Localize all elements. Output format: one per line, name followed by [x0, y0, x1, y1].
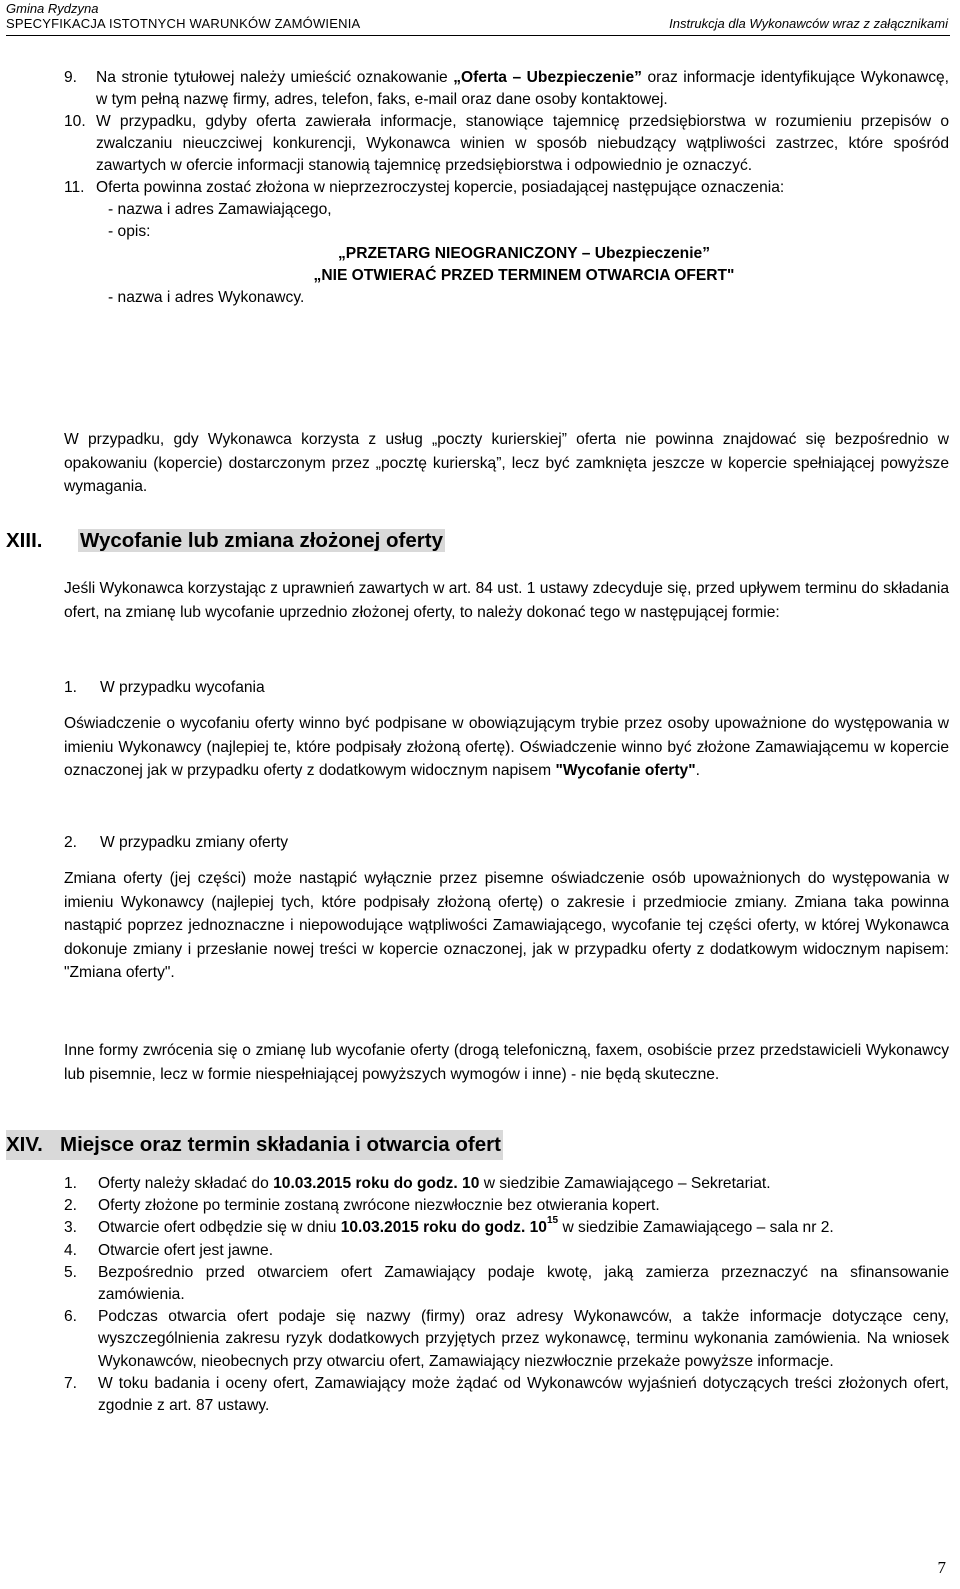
envelope-line-2: - opis:: [108, 223, 151, 240]
withdrawal-paragraph: Oświadczenie o wycofaniu oferty winno być podpisane w obowiązującym trybie przez osoby upoważnione do występowania w imieniu Wykonawcy (najlepiej te, które podpisały złożoną ofertę). Oświadczenie winno być złożone Zamawiającemu w kopercie oznaczonej jak w przypadku oferty z dodatkowym widocznym napisem "Wycofanie oferty".: [64, 715, 949, 779]
list-item-10: 10. W przypadku, gdyby oferta zawierała informacje, stanowiące tajemnicę przedsiębiorstwa w rozumieniu przepisów o zwalczaniu nieuczciwej konkurencji, Wykonawca winien w sposób niebudzący wątpliwości zastrzec, które spośród zawartych w ofercie informacji stanowią tajemnicę przedsiębiorstwa i odpowiednio je oznaczyć.: [64, 113, 949, 174]
list-item-7: 7. W toku badania i oceny ofert, Zamawiający może żądać od Wykonawców wyjaśnień dotyczących treści złożonych ofert, zgodnie z art. 87 ustawy.: [64, 1374, 949, 1415]
numbered-list-top: [64, 67, 949, 309]
list-item-11: 11. Oferta powinna zostać złożona w nieprzezroczystej kopercie, posiadającej następujące oznaczenia:: [64, 177, 949, 199]
courier-paragraph: W przypadku, gdy Wykonawca korzysta z usług „poczty kurierskiej” oferta nie powinna znajdować się bezpośrednio w opakowaniu (kopercie) dostarczonym przez „pocztę kurierską”, lecz być zamknięta jeszcze w kopercie spełniającej powyższe wymagania.: [64, 431, 949, 495]
list-item-9: 9. Na stronie tytułowej należy umieścić oznakowanie „Oferta – Ubezpieczenie” oraz informacje identyfikujące Wykonawcę, w tym pełną nazwę firmy, adres, telefon, faks, e-mail oraz dane osoby kontaktowej.: [64, 69, 949, 108]
numbered-list-xiv: [64, 1173, 949, 1417]
offer-marking: „Oferta – Ubezpieczenie”: [453, 69, 642, 86]
list-item-3: 3. Otwarcie ofert odbędzie się w dniu 10.03.2015 roku do godz. $10^{15}$ w siedzibie Zamawiającego – sala nr 2.: [64, 1215, 834, 1237]
header-section-title: Instrukcja dla Wykonawców wraz z załącznikami: [669, 16, 948, 31]
envelope-caption-2: „NIE OTWIERAĆ PRZED TERMINEM OTWARCIA OFERT": [313, 267, 735, 284]
modification-paragraph: Zmiana oferty (jej części) może nastąpić wyłącznie przez pisemne oświadczenie osób upoważnionych do występowania w imieniu Wykonawcy (najlepiej tych, które podpisały złożoną ofertę) o zakresie i przedmiocie zmiany. Zmiana taka powinna nastąpić poprzez jednoznaczne i niepowodujące wątpliwości Zamawiającego, wycofanie tej części oferty, w której Wykonawca dokonuje zmiany i przesłanie nowej treści w kopercie oznaczonej, jak w przypadku oferty z dodatkowym widocznym napisem: "Zmiana oferty".: [64, 870, 949, 981]
other-forms-paragraph: Inne formy zwrócenia się o zmianę lub wycofanie oferty (drogą telefoniczną, faxem, osobiście przez przedstawicieli Wykonawcy lub pisemnie, lecz w formie niespełniającej powyższych wymogów i inne) - nie będą skuteczne.: [64, 1042, 949, 1083]
envelope-line-1: - nazwa i adres Zamawiającego,: [108, 201, 332, 218]
section-number: XIV.: [6, 1133, 43, 1156]
section-title: Miejsce oraz termin składania i otwarcia ofert: [60, 1133, 501, 1156]
section-heading-xiv: [6, 1130, 503, 1160]
section-heading-xiii: [6, 526, 445, 556]
subsection-heading-2: 2. W przypadku zmiany oferty: [64, 834, 289, 851]
list-item-6: 6. Podczas otwarcia ofert podaje się nazwy (firmy) oraz adresy Wykonawców, a także informacje dotyczące ceny, wyszczególnienia zakresu ryzyk dodatkowych przyjętych przez wykonawcę, terminu wykonania zamówienia. Na wniosek Wykonawców, nieobecnych przy otwarciu ofert, Zamawiający niezwłocznie przekaże powyższe informacje.: [64, 1308, 949, 1370]
list-number: 9.: [64, 69, 78, 86]
list-item-5: 5. Bezpośrednio przed otwarciem ofert Zamawiający podaje kwotę, jaką zamierza przeznaczyć na sfinansowanie zamówienia.: [64, 1263, 949, 1304]
list-number: 10.: [64, 113, 86, 130]
list-item-4: 4. Otwarcie ofert jest jawne.: [64, 1241, 274, 1259]
envelope-line-3: - nazwa i adres Wykonawcy.: [108, 289, 305, 306]
section-title: Wycofanie lub zmiana złożonej oferty: [80, 529, 443, 552]
list-number: 11.: [64, 179, 85, 196]
page-number: 7: [937, 1558, 946, 1577]
envelope-caption-1: „PRZETARG NIEOGRANICZONY – Ubezpieczenie”: [338, 245, 710, 262]
header-document-title: SPECYFIKACJA ISTOTNYCH WARUNKÓW ZAMÓWIENIA: [6, 16, 361, 31]
list-item-1: 1. Oferty należy składać do 10.03.2015 roku do godz. 10 w siedzibie Zamawiającego – Sekretariat.: [64, 1175, 771, 1192]
header-organization: Gmina Rydzyna: [6, 1, 99, 16]
subsection-heading-1: 1. W przypadku wycofania: [64, 679, 265, 696]
section-number: XIII.: [6, 529, 43, 552]
list-item-2: 2. Oferty złożone po terminie zostaną zwrócone niezwłocznie bez otwierania kopert.: [64, 1197, 660, 1215]
section-xiii-intro: Jeśli Wykonawca korzystając z uprawnień zawartych w art. 84 ust. 1 ustawy zdecyduje się, przed upływem terminu do składania ofert, na zmianę lub wycofanie uprzednio złożonej oferty, to należy dokonać tego w następującej formie:: [64, 580, 949, 621]
header-divider: [6, 35, 950, 36]
